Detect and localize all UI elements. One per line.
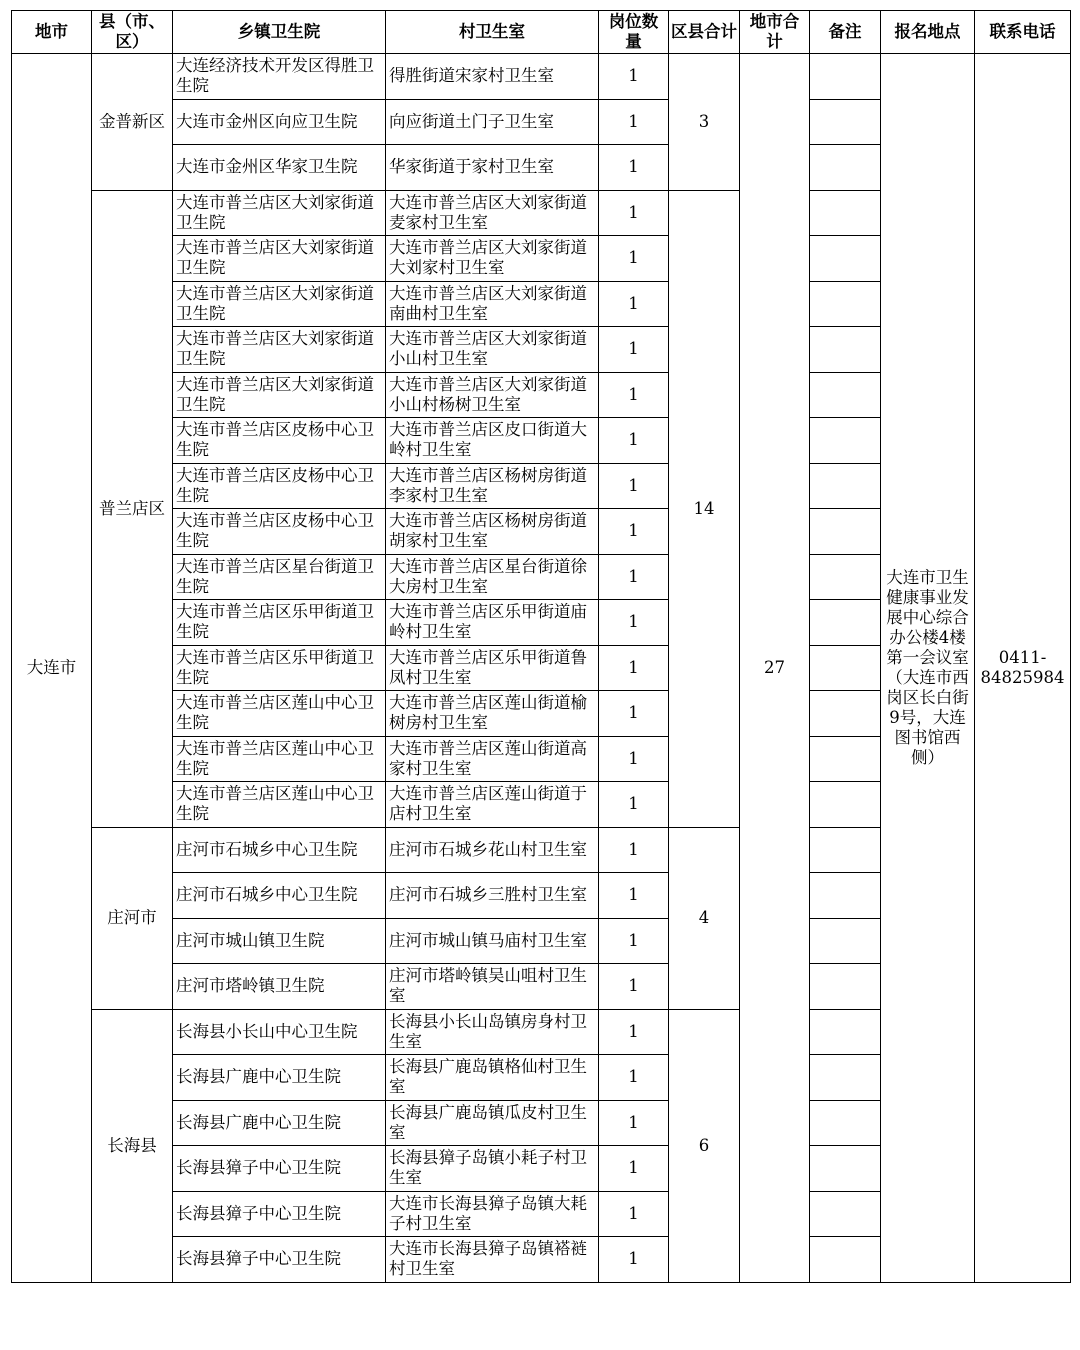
note-cell [810,600,881,646]
note-cell [810,145,881,191]
header-village: 村卫生室 [386,11,599,54]
count-cell: 1 [599,645,669,691]
township-cell: 大连市普兰店区皮杨中心卫生院 [173,418,386,464]
registration-location: 大连市卫生健康事业发展中心综合办公楼4楼第一会议室（大连市西岗区长白街9号，大连图书馆西侧） [881,54,975,1283]
village-cell: 大连市普兰店区莲山街道于店村卫生室 [386,782,599,828]
note-cell [810,782,881,828]
village-cell: 大连市长海县獐子岛镇大耗子村卫生室 [386,1191,599,1237]
header-township: 乡镇卫生院 [173,11,386,54]
count-cell: 1 [599,509,669,555]
village-cell: 大连市普兰店区大刘家街道小山村杨树卫生室 [386,372,599,418]
note-cell [810,54,881,100]
township-cell: 长海县獐子中心卫生院 [173,1237,386,1283]
count-cell: 1 [599,54,669,100]
header-city-total: 地市合计 [740,11,810,54]
count-cell: 1 [599,1009,669,1055]
count-cell: 1 [599,1237,669,1283]
village-cell: 大连市普兰店区皮口街道大岭村卫生室 [386,418,599,464]
village-cell: 大连市普兰店区乐甲街道庙岭村卫生室 [386,600,599,646]
village-cell: 大连市普兰店区大刘家街道大刘家村卫生室 [386,236,599,282]
village-cell: 大连市普兰店区大刘家街道南曲村卫生室 [386,281,599,327]
note-cell [810,964,881,1010]
township-cell: 大连市普兰店区皮杨中心卫生院 [173,463,386,509]
village-cell: 庄河市石城乡花山村卫生室 [386,827,599,873]
count-cell: 1 [599,554,669,600]
county-name: 普兰店区 [92,190,173,827]
village-cell: 华家街道于家村卫生室 [386,145,599,191]
township-cell: 大连市普兰店区莲山中心卫生院 [173,691,386,737]
township-cell: 大连市普兰店区大刘家街道卫生院 [173,236,386,282]
village-cell: 向应街道土门子卫生室 [386,99,599,145]
village-cell: 庄河市塔岭镇吴山咀村卫生室 [386,964,599,1010]
count-cell: 1 [599,281,669,327]
header-county-total: 区县合计 [669,11,740,54]
village-cell: 大连市普兰店区大刘家街道麦家村卫生室 [386,190,599,236]
recruitment-table [11,10,1071,1283]
contact-phone: 0411-84825984 [975,54,1071,1283]
table-body [12,54,1071,1283]
township-cell: 长海县獐子中心卫生院 [173,1191,386,1237]
note-cell [810,1100,881,1146]
township-cell: 大连市普兰店区大刘家街道卫生院 [173,327,386,373]
village-cell: 大连市普兰店区大刘家街道小山村卫生室 [386,327,599,373]
note-cell [810,827,881,873]
count-cell: 1 [599,873,669,919]
township-cell: 大连市普兰店区星台街道卫生院 [173,554,386,600]
county-total: 4 [669,827,740,1009]
count-cell: 1 [599,145,669,191]
township-cell: 庄河市城山镇卫生院 [173,918,386,964]
township-cell: 长海县广鹿中心卫生院 [173,1055,386,1101]
county-total: 6 [669,1009,740,1282]
count-cell: 1 [599,1191,669,1237]
village-cell: 大连市普兰店区星台街道徐大房村卫生室 [386,554,599,600]
township-cell: 大连市普兰店区大刘家街道卫生院 [173,190,386,236]
township-cell: 长海县獐子中心卫生院 [173,1146,386,1192]
township-cell: 大连市普兰店区莲山中心卫生院 [173,782,386,828]
note-cell [810,1146,881,1192]
header-count: 岗位数量 [599,11,669,54]
township-cell: 大连市普兰店区皮杨中心卫生院 [173,509,386,555]
township-cell: 大连市普兰店区乐甲街道卫生院 [173,600,386,646]
note-cell [810,736,881,782]
note-cell [810,281,881,327]
count-cell: 1 [599,736,669,782]
note-cell [810,327,881,373]
county-total: 14 [669,190,740,827]
count-cell: 1 [599,691,669,737]
village-cell: 庄河市城山镇马庙村卫生室 [386,918,599,964]
count-cell: 1 [599,964,669,1010]
header-phone: 联系电话 [975,11,1071,54]
township-cell: 大连市金州区华家卫生院 [173,145,386,191]
township-cell: 大连市普兰店区大刘家街道卫生院 [173,372,386,418]
count-cell: 1 [599,236,669,282]
village-cell: 庄河市石城乡三胜村卫生室 [386,873,599,919]
note-cell [810,463,881,509]
township-cell: 大连市金州区向应卫生院 [173,99,386,145]
note-cell [810,1191,881,1237]
township-cell: 大连市普兰店区大刘家街道卫生院 [173,281,386,327]
county-name: 长海县 [92,1009,173,1282]
count-cell: 1 [599,99,669,145]
count-cell: 1 [599,827,669,873]
note-cell [810,372,881,418]
county-name: 金普新区 [92,54,173,191]
township-cell: 大连市普兰店区乐甲街道卫生院 [173,645,386,691]
header-county: 县（市、区） [92,11,173,54]
village-cell: 长海县獐子岛镇小耗子村卫生室 [386,1146,599,1192]
count-cell: 1 [599,190,669,236]
village-cell: 大连市普兰店区乐甲街道鲁凤村卫生室 [386,645,599,691]
count-cell: 1 [599,918,669,964]
header-note: 备注 [810,11,881,54]
count-cell: 1 [599,1055,669,1101]
note-cell [810,554,881,600]
village-cell: 大连市普兰店区杨树房街道李家村卫生室 [386,463,599,509]
count-cell: 1 [599,372,669,418]
count-cell: 1 [599,327,669,373]
note-cell [810,418,881,464]
header-location: 报名地点 [881,11,975,54]
township-cell: 庄河市塔岭镇卫生院 [173,964,386,1010]
county-total: 3 [669,54,740,191]
village-cell: 长海县广鹿岛镇格仙村卫生室 [386,1055,599,1101]
table-row [12,54,1071,100]
township-cell: 大连市普兰店区莲山中心卫生院 [173,736,386,782]
village-cell: 长海县广鹿岛镇瓜皮村卫生室 [386,1100,599,1146]
note-cell [810,509,881,555]
note-cell [810,645,881,691]
note-cell [810,918,881,964]
count-cell: 1 [599,1146,669,1192]
count-cell: 1 [599,1100,669,1146]
township-cell: 长海县小长山中心卫生院 [173,1009,386,1055]
village-cell: 大连市长海县獐子岛镇褡裢村卫生室 [386,1237,599,1283]
city-total: 27 [740,54,810,1283]
village-cell: 大连市普兰店区杨树房街道胡家村卫生室 [386,509,599,555]
note-cell [810,99,881,145]
village-cell: 得胜街道宋家村卫生室 [386,54,599,100]
note-cell [810,873,881,919]
note-cell [810,190,881,236]
city-name: 大连市 [12,54,92,1283]
township-cell: 大连经济技术开发区得胜卫生院 [173,54,386,100]
header-city: 地市 [12,11,92,54]
note-cell [810,691,881,737]
count-cell: 1 [599,600,669,646]
village-cell: 大连市普兰店区莲山街道榆树房村卫生室 [386,691,599,737]
note-cell [810,1237,881,1283]
township-cell: 庄河市石城乡中心卫生院 [173,873,386,919]
note-cell [810,1055,881,1101]
header-row [12,11,1071,54]
village-cell: 长海县小长山岛镇房身村卫生室 [386,1009,599,1055]
township-cell: 庄河市石城乡中心卫生院 [173,827,386,873]
county-name: 庄河市 [92,827,173,1009]
note-cell [810,1009,881,1055]
count-cell: 1 [599,782,669,828]
village-cell: 大连市普兰店区莲山街道高家村卫生室 [386,736,599,782]
township-cell: 长海县广鹿中心卫生院 [173,1100,386,1146]
count-cell: 1 [599,463,669,509]
count-cell: 1 [599,418,669,464]
note-cell [810,236,881,282]
